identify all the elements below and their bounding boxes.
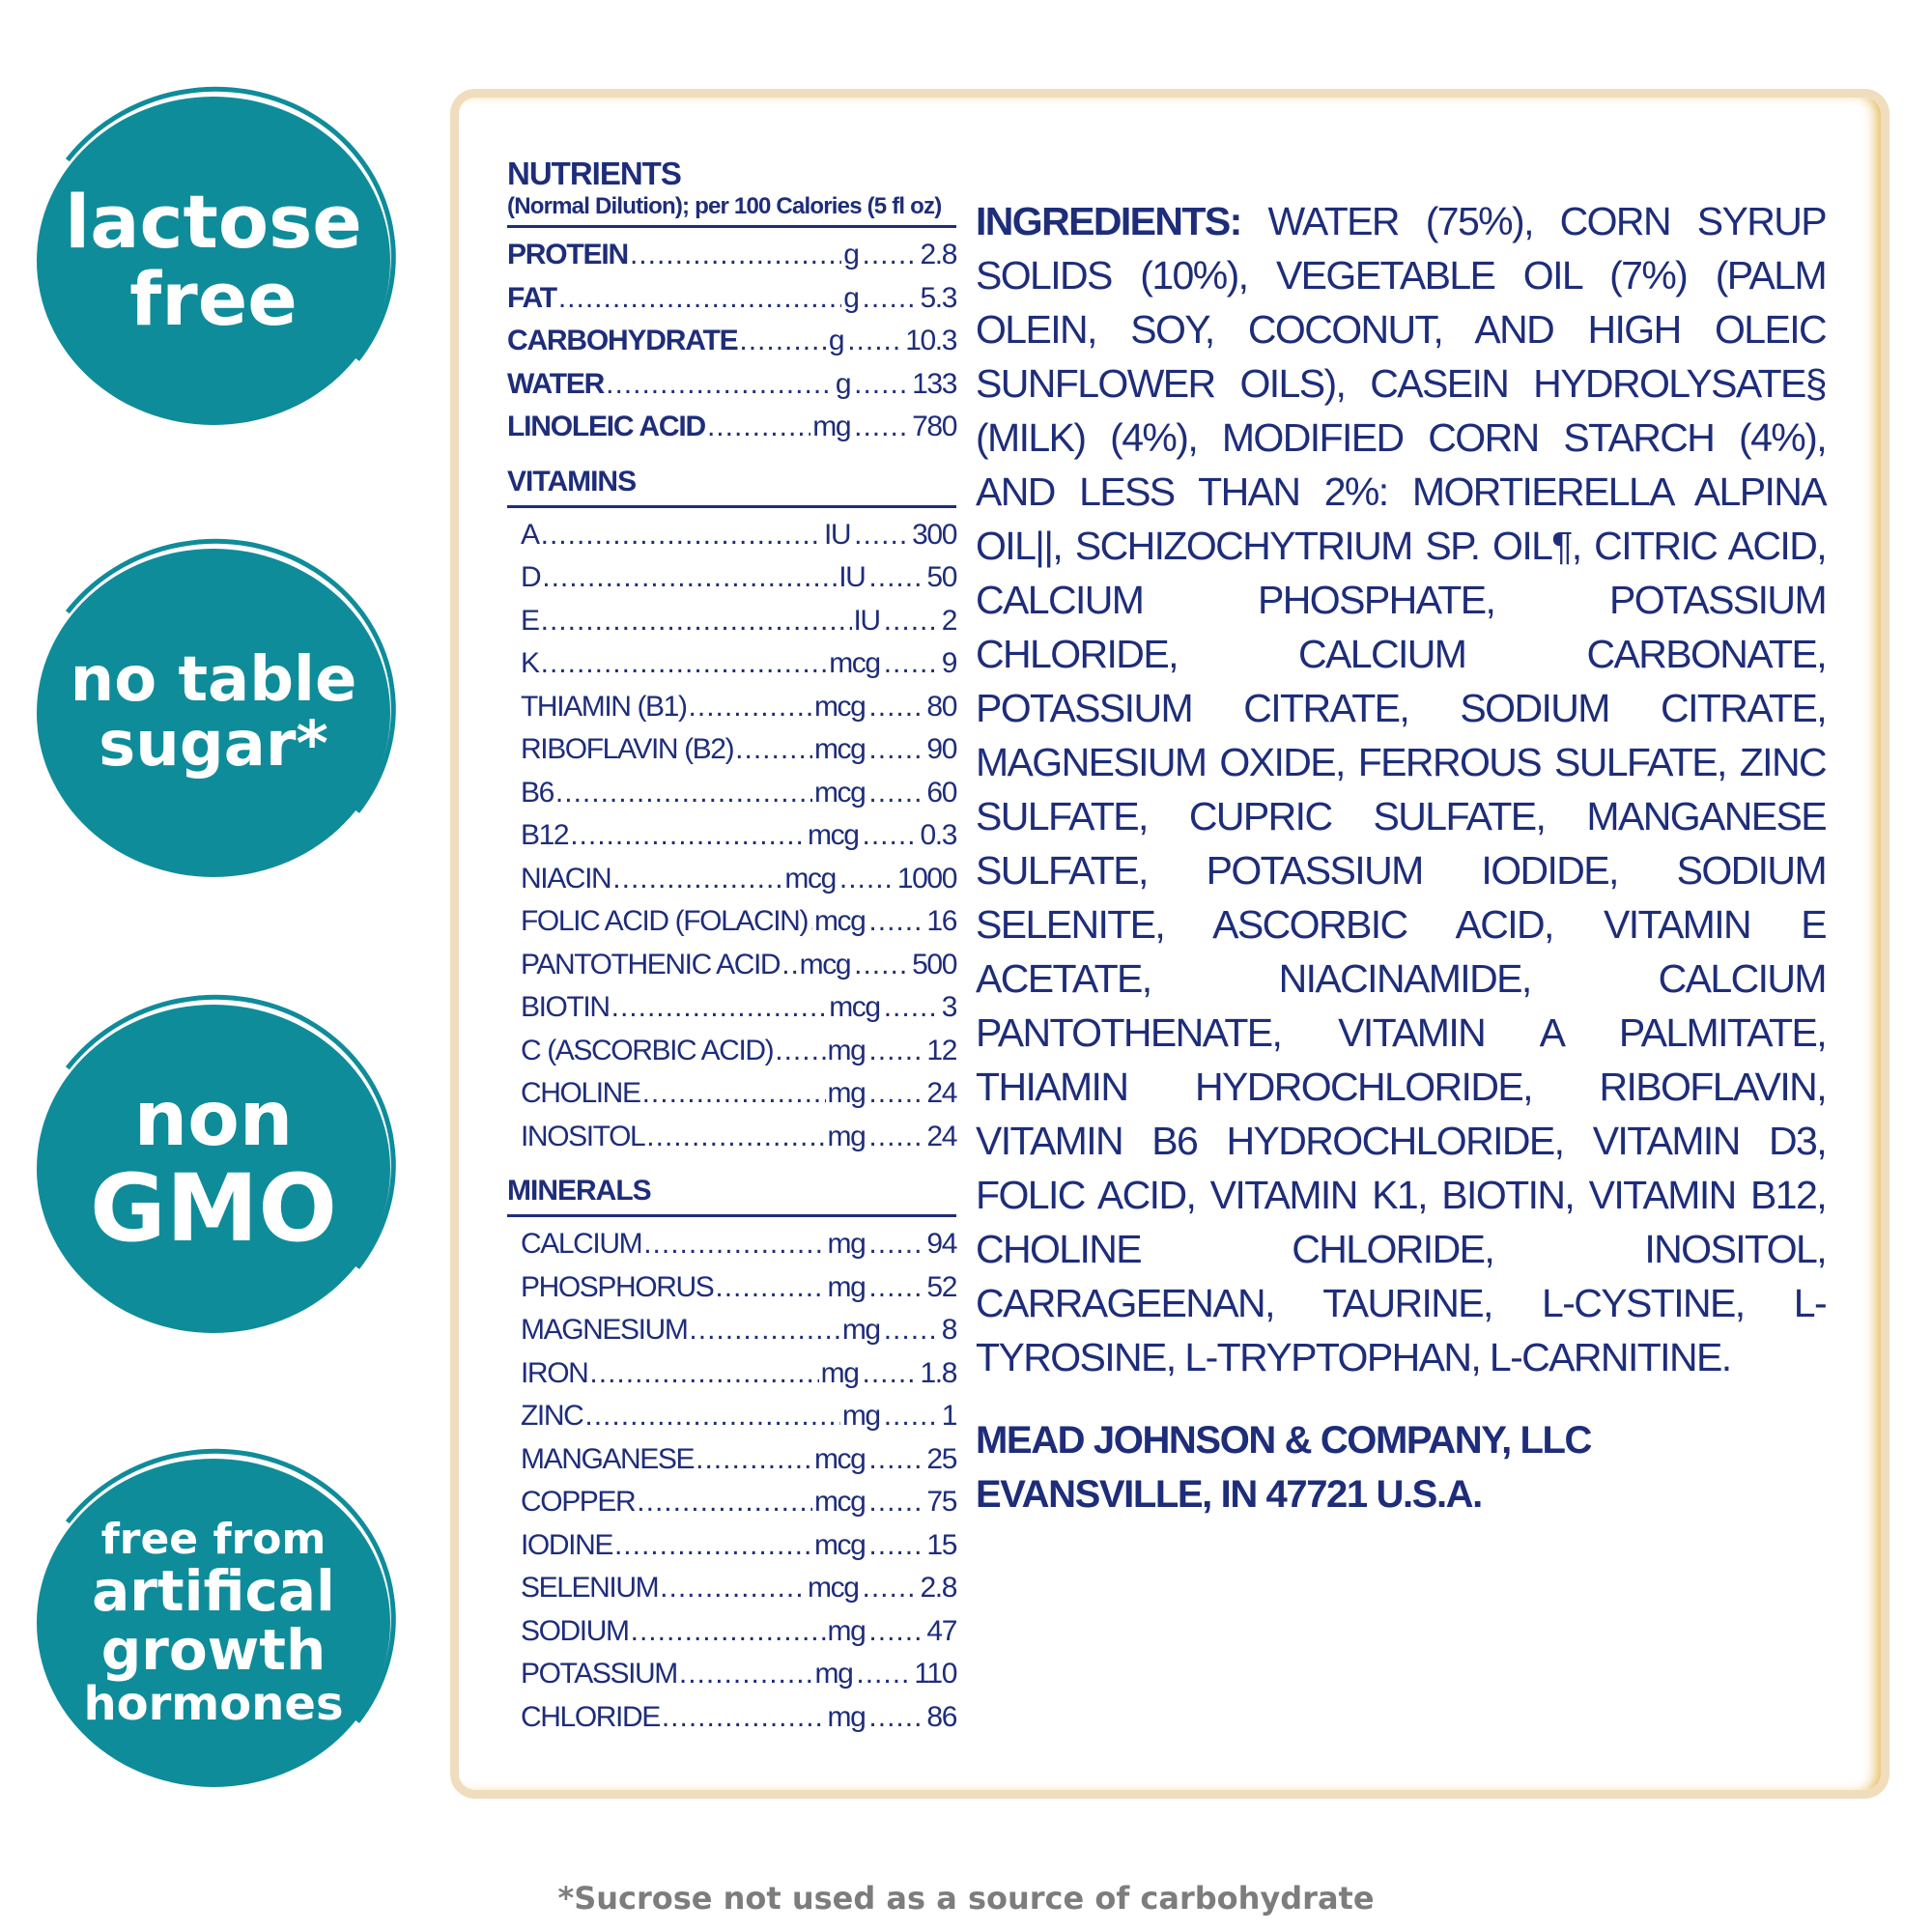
leader-dots (715, 1266, 825, 1310)
nutrient-value: 12 (926, 1034, 956, 1066)
nutrient-row (507, 600, 956, 643)
nutrient-value: 2.8 (920, 1572, 956, 1604)
ingredients-text (976, 194, 1826, 1384)
nutrient-row (507, 363, 956, 407)
nutrient-value: 2.8 (920, 239, 956, 270)
nutrient-value: 90 (926, 733, 956, 765)
leader-dots (884, 600, 940, 643)
leader-dots (868, 686, 924, 729)
nutrient-unit: IU (838, 561, 866, 593)
nutrient-row (507, 1481, 956, 1524)
leader-dots (662, 1696, 826, 1740)
nutrient-name: FAT (507, 281, 556, 314)
nutrient-row (507, 1116, 956, 1159)
nutrient-name: B6 (521, 776, 554, 809)
nutrient-value: 15 (926, 1528, 956, 1561)
nutrient-unit: mcg (813, 1442, 866, 1475)
leader-dots (555, 772, 812, 815)
badge-text: hormones (83, 1676, 344, 1731)
nutrient-value: 2 (941, 604, 956, 637)
nutrient-row (507, 1072, 956, 1116)
leader-dots (739, 320, 827, 363)
nutrient-row (507, 642, 956, 686)
nutrient-value: 1000 (896, 862, 956, 895)
vitamins-list (507, 514, 956, 1159)
leader-dots (570, 814, 806, 858)
leader-dots (862, 1567, 918, 1610)
nutrient-row (507, 944, 956, 987)
leader-dots (810, 900, 812, 944)
nutrients-column (507, 156, 956, 1739)
nutrient-name: IRON (521, 1356, 588, 1389)
nutrient-unit: mg (827, 1270, 866, 1303)
nutrient-value: 1.8 (920, 1356, 956, 1389)
leader-dots (584, 1395, 839, 1438)
nutrient-name: PROTEIN (507, 239, 628, 270)
badge-text: lactose (65, 179, 362, 266)
nutrient-unit: mg (827, 1700, 866, 1733)
nutrients-list (507, 234, 956, 449)
nutrient-value: 52 (926, 1270, 956, 1303)
nutrient-name: RIBOFLAVIN (B2) (521, 733, 734, 765)
leader-dots (854, 406, 910, 449)
nutrient-value: 94 (926, 1228, 956, 1260)
nutrient-row (507, 556, 956, 600)
nutrient-value: 50 (926, 561, 956, 593)
nutrient-row (507, 1030, 956, 1073)
badge-no-table-sugar (37, 549, 390, 877)
nutrient-name: CHOLINE (521, 1077, 640, 1109)
nutrient-name: CHLORIDE (521, 1700, 660, 1733)
nutrient-name: ZINC (521, 1400, 583, 1432)
nutrient-name: MANGANESE (521, 1442, 695, 1475)
company-info (976, 1413, 1826, 1521)
nutrient-name: POTASSIUM (521, 1658, 677, 1690)
vitamins-title: VITAMINS (507, 465, 956, 508)
leader-dots (884, 1395, 940, 1438)
leader-dots (612, 858, 782, 901)
leader-dots (868, 1438, 924, 1482)
leader-dots (854, 944, 910, 987)
nutrient-name: CALCIUM (521, 1228, 642, 1260)
leader-dots (862, 277, 918, 321)
minerals-title: MINERALS (507, 1174, 956, 1217)
ingredients-column (976, 194, 1826, 1521)
nutrient-unit: mcg (784, 862, 836, 895)
nutrient-unit: mcg (808, 1572, 859, 1604)
company-address: EVANSVILLE, IN 47721 U.S.A. (976, 1473, 1482, 1516)
nutrient-unit: mg (841, 1314, 880, 1346)
nutrient-row (507, 406, 956, 449)
nutrient-value: 24 (926, 1120, 956, 1152)
nutrient-value: 3 (941, 991, 956, 1023)
leader-dots (884, 1309, 940, 1352)
leader-dots (637, 1481, 812, 1524)
company-name: MEAD JOHNSON & COMPANY, LLC (976, 1419, 1592, 1462)
nutrient-row (507, 728, 956, 772)
nutrient-value: 1 (941, 1400, 956, 1432)
nutrient-name: MAGNESIUM (521, 1314, 688, 1346)
ingredients-body: WATER (75%), CORN SYRUP SOLIDS (10%), VEGETABLE OIL (7%) (PALM OLEIN, SOY, COCONUT, AND HIGH OLEIC SUNFLOWER OILS), CASEIN HYDROLYSATE§ (MILK) (4%), MODIFIED CORN STARCH (4%), AND LESS THAN 2%: MORTIERELLA ALPINA OIL||, SCHIZOCHYTRIUM SP. OIL¶, CITRIC ACID, CALCIUM PHOSPHATE, POTASSIUM CHLORIDE, CALCIUM CARBONATE, POTASSIUM CITRATE, SODIUM CITRATE, MAGNESIUM OXIDE, FERROUS SULFATE, ZINC SULFATE, CUPRIC SULFATE, MANGANESE SULFATE, POTASSIUM IODIDE, SODIUM SELENITE, ASCORBIC ACID, VITAMIN E ACETATE, NIACINAMIDE, CALCIUM PANTOTHENATE, VITAMIN A PALMITATE, THIAMIN HYDROCHLORIDE, RIBOFLAVIN, VITAMIN B6 HYDROCHLORIDE, VITAMIN D3, FOLIC ACID, VITAMIN K1, BIOTIN, VITAMIN B12, CHOLINE CHLORIDE, INOSITOL, CARRAGEENAN, TAURINE, L-CYSTINE, L-TYROSINE, L-TRYPTOPHAN, L-CARNITINE. (976, 199, 1826, 1379)
badge-text: artifical (92, 1558, 335, 1624)
nutrient-unit: mcg (813, 1486, 866, 1518)
leader-dots (868, 1030, 924, 1073)
nutrient-unit: mg (827, 1614, 866, 1647)
nutrient-row (507, 514, 956, 557)
nutrient-name: IODINE (521, 1528, 612, 1561)
leader-dots (868, 728, 924, 772)
nutrient-row (507, 686, 956, 729)
nutrient-unit: g (843, 281, 859, 314)
leader-dots (868, 1610, 924, 1654)
nutrient-row (507, 1610, 956, 1654)
leader-dots (614, 1524, 812, 1568)
leader-dots (660, 1567, 806, 1610)
leader-dots (646, 1116, 825, 1159)
nutrient-name: LINOLEIC ACID (507, 411, 705, 442)
nutrient-row (507, 1352, 956, 1396)
leader-dots (775, 1030, 825, 1073)
nutrient-unit: mcg (829, 647, 880, 679)
leader-dots (631, 1610, 826, 1654)
nutrient-value: 5.3 (920, 281, 956, 314)
minerals-list (507, 1223, 956, 1739)
leader-dots (839, 858, 895, 901)
nutrients-subtitle: (Normal Dilution); per 100 Calories (5 fl oz) (507, 192, 956, 228)
leader-dots (868, 1223, 924, 1266)
badge-text: free (129, 256, 298, 342)
nutrient-row (507, 900, 956, 944)
nutrient-unit: mcg (813, 905, 866, 937)
leader-dots (856, 1653, 912, 1696)
nutrient-row (507, 1524, 956, 1568)
nutrient-row (507, 234, 956, 277)
nutrient-row (507, 814, 956, 858)
leader-dots (541, 600, 852, 643)
leader-dots (643, 1223, 825, 1266)
nutrient-unit: mcg (813, 733, 866, 765)
nutrient-name: WATER (507, 367, 605, 400)
nutrient-row (507, 1395, 956, 1438)
leader-dots (868, 1116, 924, 1159)
nutrient-value: 133 (912, 367, 956, 400)
nutrient-value: 75 (926, 1486, 956, 1518)
nutrient-name: E (521, 604, 539, 637)
leader-dots (868, 1072, 924, 1116)
leader-dots (868, 556, 924, 600)
nutrient-name: D (521, 561, 541, 593)
nutrient-unit: g (828, 325, 844, 356)
nutrient-row (507, 1696, 956, 1740)
nutrient-unit: mcg (808, 819, 859, 851)
nutrient-row (507, 1653, 956, 1696)
leader-dots (884, 642, 940, 686)
leader-dots (854, 363, 910, 407)
nutrient-row (507, 1223, 956, 1266)
ingredients-label: INGREDIENTS: (976, 199, 1241, 243)
nutrient-name: K (521, 647, 539, 679)
leader-dots (689, 686, 812, 729)
nutrient-name: SELENIUM (521, 1572, 659, 1604)
nutrient-value: 500 (912, 948, 956, 980)
nutrient-unit: g (843, 239, 859, 270)
leader-dots (862, 814, 918, 858)
nutrient-value: 10.3 (905, 325, 956, 356)
nutrient-unit: mcg (813, 776, 866, 809)
nutrient-value: 47 (926, 1614, 956, 1647)
leader-dots (868, 772, 924, 815)
nutrient-name: INOSITOL (521, 1120, 645, 1152)
nutrient-unit: mg (827, 1120, 866, 1152)
nutrient-value: 0.3 (920, 819, 956, 851)
leader-dots (541, 642, 828, 686)
leader-dots (679, 1653, 813, 1696)
nutrient-value: 8 (941, 1314, 956, 1346)
leader-dots (542, 556, 837, 600)
nutrient-unit: mg (841, 1400, 880, 1432)
nutrient-value: 16 (926, 905, 956, 937)
badge-text: growth (100, 1616, 327, 1683)
leader-dots (696, 1438, 812, 1482)
leader-dots (735, 728, 812, 772)
nutrient-name: BIOTIN (521, 991, 610, 1023)
nutrient-row (507, 1266, 956, 1310)
nutrient-value: 25 (926, 1442, 956, 1475)
nutrient-unit: mg (814, 1658, 853, 1690)
badge-text: no table (70, 643, 357, 716)
nutrient-value: 24 (926, 1077, 956, 1109)
badge-text: GMO (90, 1153, 337, 1263)
nutrient-name: NIACIN (521, 862, 611, 895)
leader-dots (868, 1524, 924, 1568)
badge-text: sugar* (99, 709, 328, 781)
nutrient-name: B12 (521, 819, 569, 851)
nutrition-panel (450, 89, 1889, 1799)
leader-dots (862, 234, 918, 277)
leader-dots (868, 1266, 924, 1310)
leader-dots (611, 986, 828, 1030)
nutrient-row (507, 1567, 956, 1610)
footnote: *Sucrose not used as a source of carbohydrate (557, 1880, 1375, 1917)
nutrient-unit: mg (827, 1228, 866, 1260)
nutrient-value: 300 (912, 518, 956, 551)
nutrient-value: 60 (926, 776, 956, 809)
nutrient-row (507, 320, 956, 363)
nutrient-name: FOLIC ACID (FOLACIN) (521, 905, 809, 937)
leader-dots (642, 1072, 826, 1116)
nutrient-name: CARBOHYDRATE (507, 325, 738, 356)
badge-lactose-free (37, 97, 390, 425)
nutrient-unit: mg (820, 1356, 859, 1389)
leader-dots (781, 944, 797, 987)
leader-dots (589, 1352, 818, 1396)
leader-dots (606, 363, 834, 407)
nutrient-row (507, 277, 956, 321)
nutrient-name: C (ASCORBIC ACID) (521, 1034, 774, 1066)
leader-dots (868, 1481, 924, 1524)
nutrient-row (507, 772, 956, 815)
leader-dots (868, 1696, 924, 1740)
nutrient-row (507, 1309, 956, 1352)
leader-dots (868, 900, 924, 944)
nutrient-value: 86 (926, 1700, 956, 1733)
nutrient-unit: g (835, 367, 851, 400)
leader-dots (541, 514, 822, 557)
badge-non-gmo (37, 1005, 390, 1333)
nutrient-name: THIAMIN (B1) (521, 690, 687, 723)
nutrient-unit: mg (827, 1077, 866, 1109)
leader-dots (630, 234, 841, 277)
leader-dots (862, 1352, 918, 1396)
nutrient-row (507, 1438, 956, 1482)
nutrient-value: 780 (912, 411, 956, 442)
nutrient-row (507, 986, 956, 1030)
nutrient-value: 9 (941, 647, 956, 679)
nutrient-name: SODIUM (521, 1614, 629, 1647)
nutrient-unit: mg (812, 411, 851, 442)
leader-dots (707, 406, 810, 449)
nutrient-unit: IU (823, 518, 851, 551)
nutrient-unit: mcg (813, 690, 866, 723)
badge-text: non (133, 1075, 294, 1163)
nutrient-unit: mcg (829, 991, 880, 1023)
nutrient-unit: mcg (799, 948, 851, 980)
badge-text: free from (100, 1514, 327, 1564)
nutrient-unit: IU (853, 604, 880, 637)
nutrient-name: PANTOTHENIC ACID (521, 948, 781, 980)
leader-dots (558, 277, 841, 321)
nutrient-value: 80 (926, 690, 956, 723)
leader-dots (854, 514, 910, 557)
leader-dots (884, 986, 940, 1030)
nutrient-name: PHOSPHORUS (521, 1270, 714, 1303)
leader-dots (847, 320, 903, 363)
nutrient-name: A (521, 518, 539, 551)
nutrient-unit: mg (827, 1034, 866, 1066)
nutrient-name: COPPER (521, 1486, 636, 1518)
leader-dots (689, 1309, 839, 1352)
nutrient-unit: mcg (813, 1528, 866, 1561)
badge-no-growth-hormones (37, 1459, 390, 1787)
nutrient-row (507, 858, 956, 901)
nutrient-value: 110 (914, 1658, 956, 1690)
nutrients-title: NUTRIENTS (507, 156, 681, 191)
